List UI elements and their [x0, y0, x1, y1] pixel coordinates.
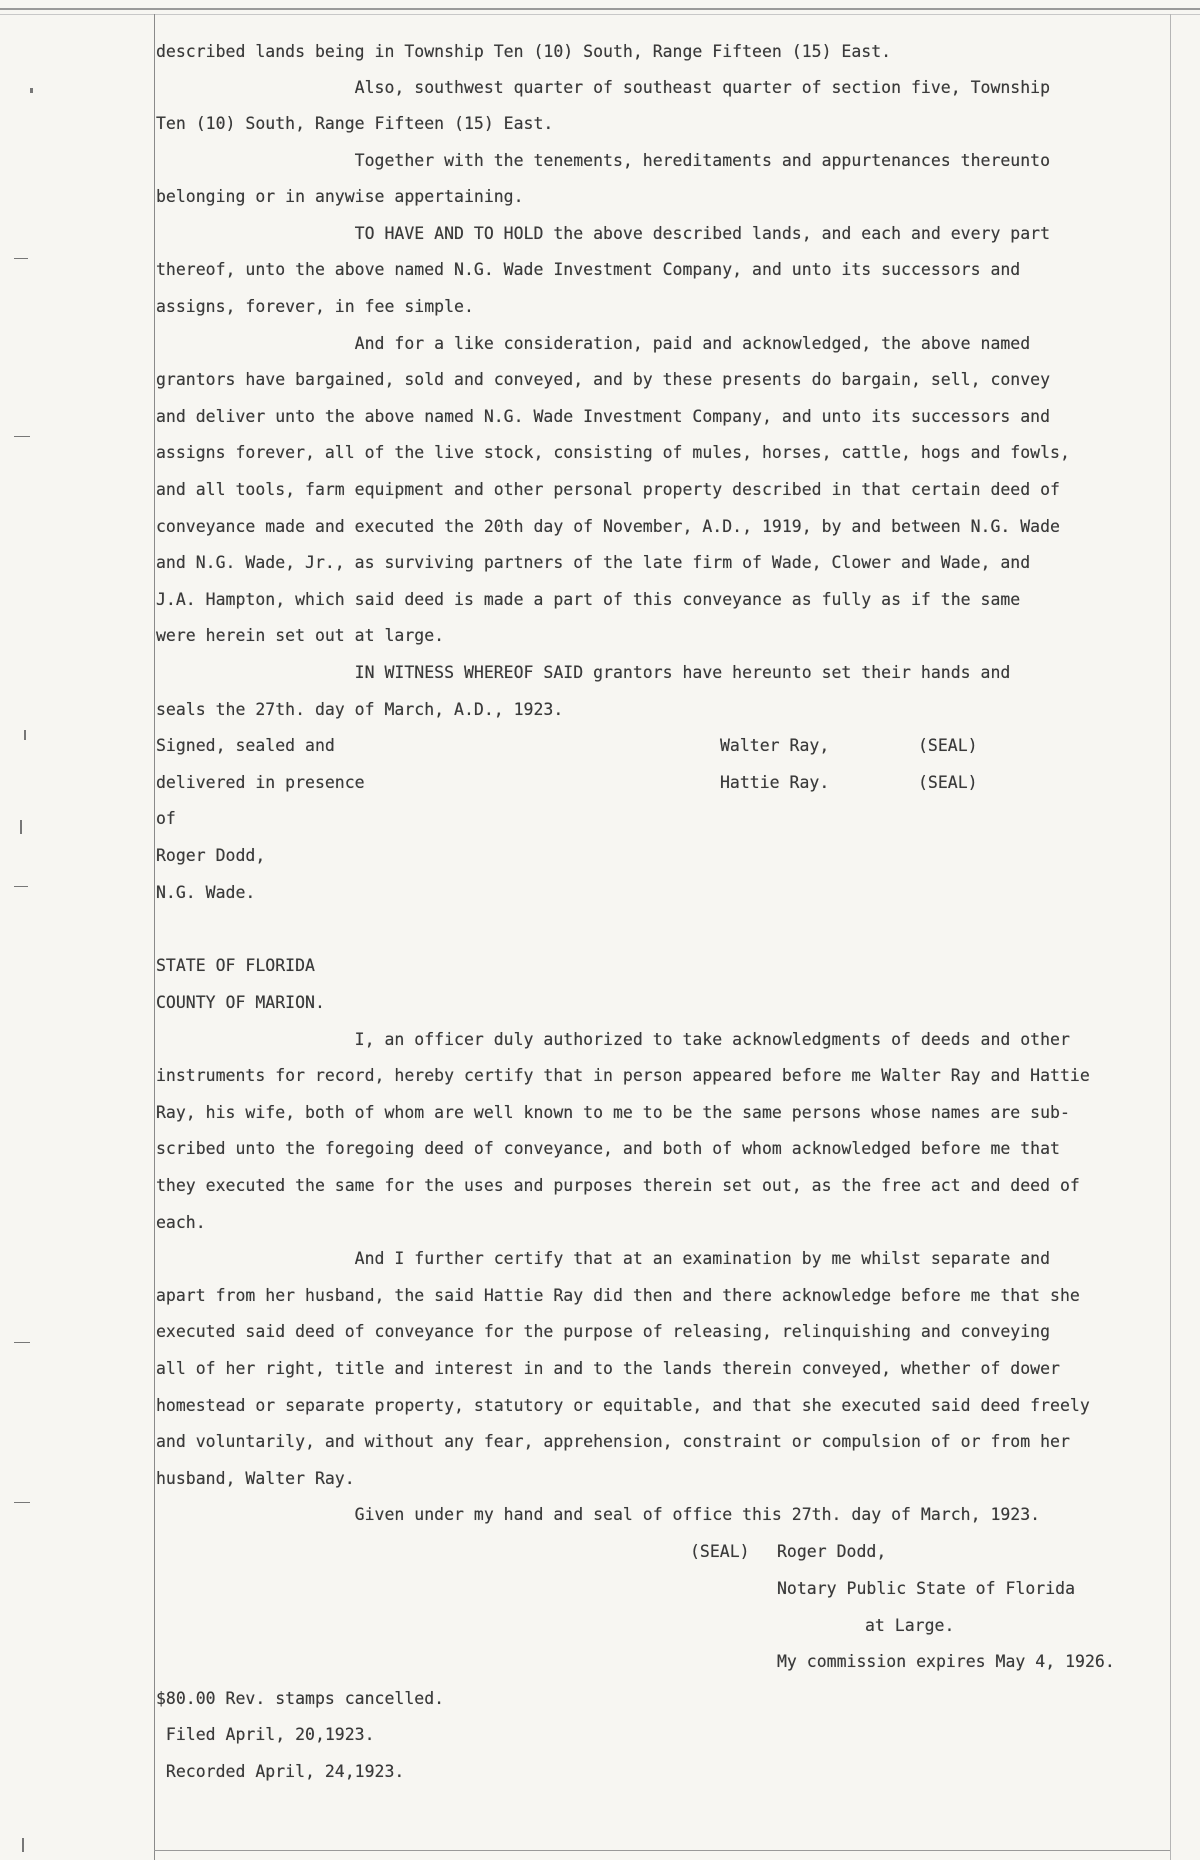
body-line: Together with the tenements, hereditaments and appurtenances thereunto: [156, 151, 1051, 170]
body-line: conveyance made and executed the 20th day of November, A.D., 1919, by and between N.G. Wade: [156, 517, 1060, 536]
ack-line: all of her right, title and interest in and to the lands therein conveyed, whether of dower: [156, 1359, 1060, 1378]
ack-line: they executed the same for the uses and purposes therein set out, as the free act and deed of: [156, 1176, 1080, 1195]
body-line: and deliver unto the above named N.G. Wade Investment Company, and unto its successors and: [156, 407, 1051, 426]
signer-seal: (SEAL): [918, 736, 978, 755]
body-line: and N.G. Wade, Jr., as surviving partners of the late firm of Wade, Clower and Wade, and: [156, 553, 1031, 572]
binding-mark: [14, 886, 28, 887]
body-line: J.A. Hampton, which said deed is made a part of this conveyance as fully as if the same: [156, 590, 1021, 609]
venue-state: STATE OF FLORIDA: [156, 956, 315, 975]
binding-mark: [14, 1342, 30, 1343]
binding-mark: [14, 1502, 30, 1503]
binding-mark: [20, 820, 22, 834]
body-line: Also, southwest quarter of southeast quarter of section five, Township: [156, 78, 1051, 97]
body-line: grantors have bargained, sold and conveyed, and by these presents do bargain, sell, convey: [156, 370, 1051, 389]
revenue-stamps-note: $80.00 Rev. stamps cancelled.: [156, 1689, 445, 1708]
page-top-rule-secondary: [0, 14, 1200, 15]
body-line: TO HAVE AND TO HOLD the above described lands, and each and every part: [156, 224, 1051, 243]
body-line: thereof, unto the above named N.G. Wade Investment Company, and unto its successors and: [156, 260, 1021, 279]
witness-name: Roger Dodd,: [156, 846, 266, 865]
right-margin-rule: [1170, 14, 1171, 1860]
signer-name: Walter Ray,: [720, 736, 830, 755]
body-line: And for a like consideration, paid and acknowledged, the above named: [156, 334, 1031, 353]
binding-mark: [22, 1838, 24, 1852]
ack-line: scribed unto the foregoing deed of conveyance, and both of whom acknowledged before me that: [156, 1139, 1060, 1158]
ack-line: apart from her husband, the said Hattie Ray did then and there acknowledge before me that she: [156, 1286, 1080, 1305]
body-line: were herein set out at large.: [156, 626, 445, 645]
notary-name: Roger Dodd,: [777, 1542, 887, 1561]
body-line: assigns, forever, in fee simple.: [156, 297, 474, 316]
binding-mark: [24, 730, 26, 740]
binding-mark: [14, 258, 28, 259]
body-line: and all tools, farm equipment and other personal property described in that certain deed of: [156, 480, 1060, 499]
left-margin-rule: [154, 14, 155, 1860]
notary-seal: (SEAL): [690, 1542, 750, 1561]
binding-mark: [30, 88, 33, 93]
notary-commission: My commission expires May 4, 1926.: [777, 1652, 1115, 1671]
signer-name: Hattie Ray.: [720, 773, 830, 792]
witness-line: delivered in presence: [156, 773, 365, 792]
ack-line: instruments for record, hereby certify that in person appeared before me Walter Ray and Hattie: [156, 1066, 1090, 1085]
body-line: seals the 27th. day of March, A.D., 1923.: [156, 700, 564, 719]
recorded-date: Recorded April, 24,1923.: [156, 1762, 405, 1781]
witness-line: of: [156, 809, 176, 828]
body-line: described lands being in Township Ten (10) South, Range Fifteen (15) East.: [156, 42, 892, 61]
ack-line: Given under my hand and seal of office this 27th. day of March, 1923.: [156, 1505, 1041, 1524]
ack-line: and voluntarily, and without any fear, apprehension, constraint or compulsion of or from her: [156, 1432, 1070, 1451]
body-line: IN WITNESS WHEREOF SAID grantors have hereunto set their hands and: [156, 663, 1011, 682]
witness-name: N.G. Wade.: [156, 883, 256, 902]
body-line: assigns forever, all of the live stock, consisting of mules, horses, cattle, hogs and fowls,: [156, 443, 1070, 462]
notary-title: Notary Public State of Florida: [777, 1579, 1076, 1598]
ack-line: executed said deed of conveyance for the purpose of releasing, relinquishing and conveying: [156, 1322, 1051, 1341]
ack-line: husband, Walter Ray.: [156, 1469, 355, 1488]
ack-line: each.: [156, 1213, 206, 1232]
venue-county: COUNTY OF MARION.: [156, 993, 325, 1012]
ack-line: Ray, his wife, both of whom are well known to me to be the same persons whose names are sub-: [156, 1103, 1070, 1122]
witness-line: Signed, sealed and: [156, 736, 335, 755]
filed-date: Filed April, 20,1923.: [156, 1725, 375, 1744]
body-line: Ten (10) South, Range Fifteen (15) East.: [156, 114, 554, 133]
ack-line: And I further certify that at an examination by me whilst separate and: [156, 1249, 1051, 1268]
page-bottom-rule: [154, 1850, 1170, 1851]
ack-line: homestead or separate property, statutory or equitable, and that she executed said deed freely: [156, 1396, 1090, 1415]
binding-mark: [14, 436, 30, 437]
page-top-rule: [0, 8, 1200, 10]
signer-seal: (SEAL): [918, 773, 978, 792]
notary-jurisdiction: at Large.: [865, 1616, 955, 1635]
body-line: belonging or in anywise appertaining.: [156, 187, 524, 206]
ack-line: I, an officer duly authorized to take acknowledgments of deeds and other: [156, 1030, 1070, 1049]
